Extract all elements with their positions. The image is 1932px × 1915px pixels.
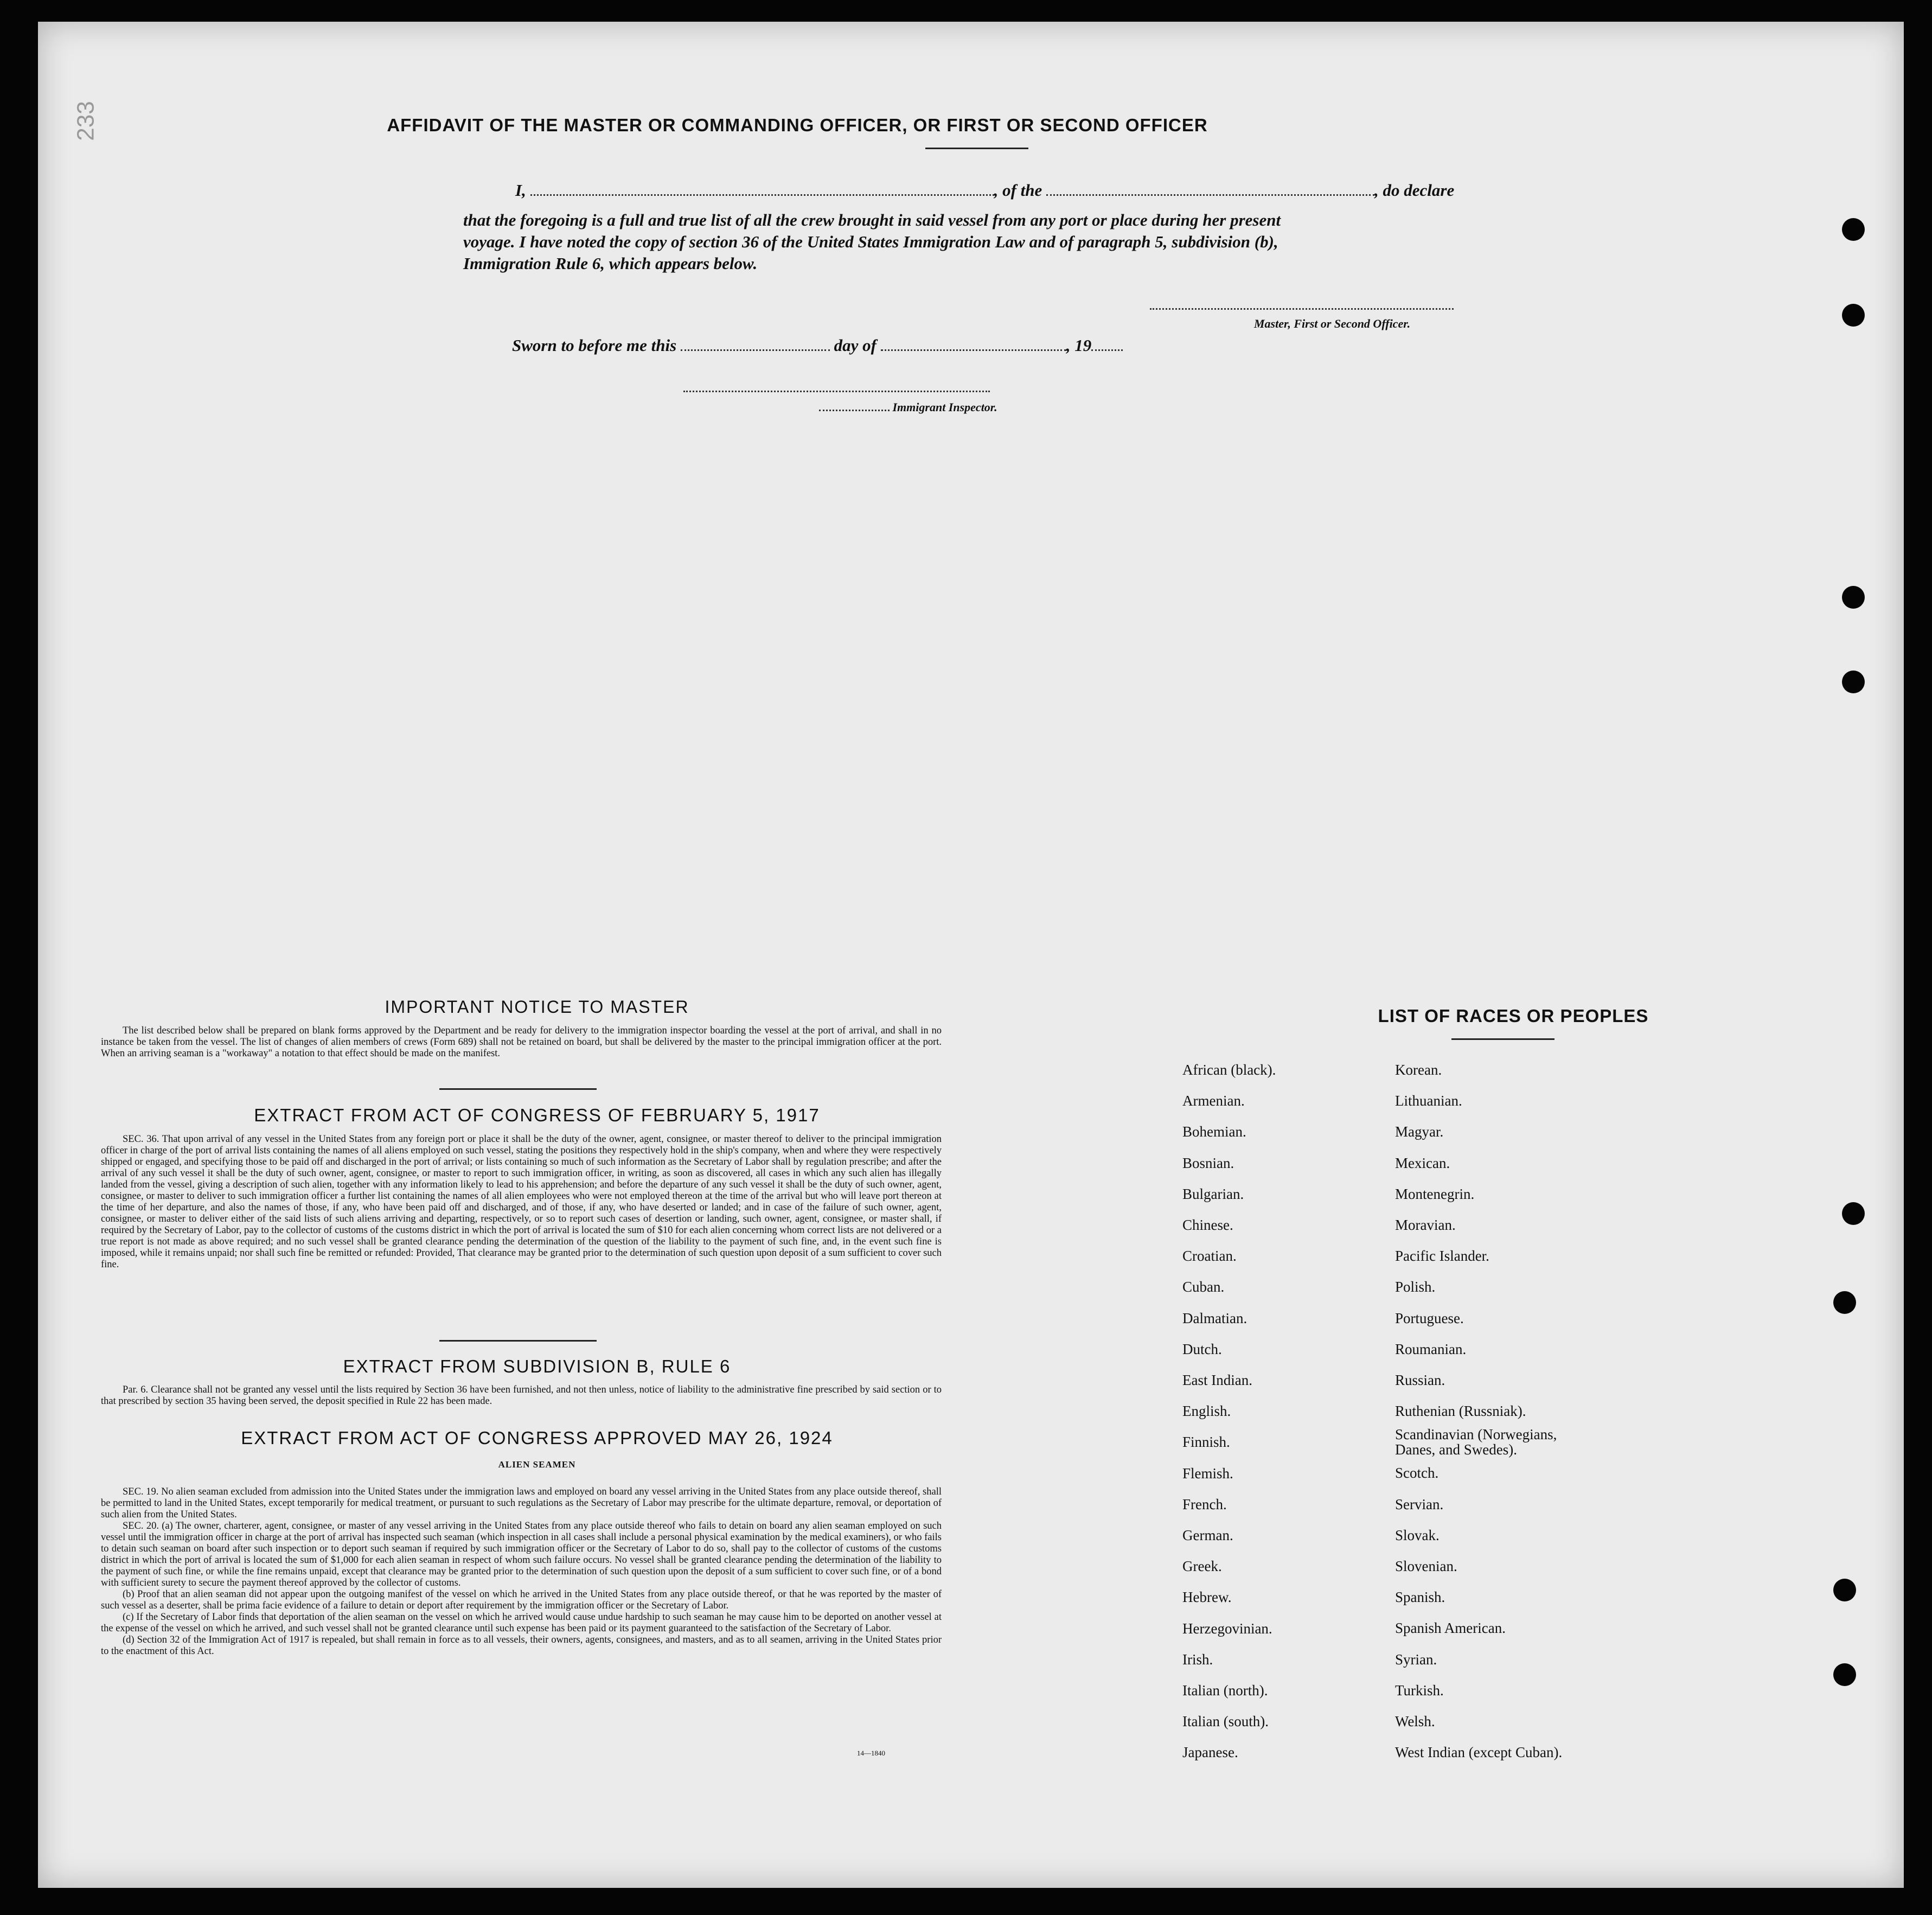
race-item: Portuguese. bbox=[1395, 1310, 1464, 1326]
sworn-line: Sworn to before me this day of , 19 bbox=[512, 335, 1123, 355]
races-title: LIST OF RACES OR PEOPLES bbox=[1378, 1006, 1649, 1026]
race-item: Irish. bbox=[1182, 1651, 1213, 1668]
race-item: Spanish American. bbox=[1395, 1620, 1506, 1637]
race-item: Greek. bbox=[1182, 1558, 1222, 1575]
punch-hole bbox=[1842, 218, 1865, 241]
race-item: Pacific Islander. bbox=[1395, 1248, 1489, 1265]
notice-text: The list described below shall be prepared on blank forms approved by the Department and be ready for delivery to the immigration inspector boarding the vessel at the port of arrival, and shall in no instance be taken from the vessel. The list of changes of alien members of crews (Form 689) shall not be retained on board, but shall be delivered by the master to the principal immigration officer at the port. When an arriving seaman is a "workaway" a notation to that effect should be made on the manifest. bbox=[101, 1025, 942, 1059]
punch-hole bbox=[1833, 1291, 1856, 1314]
subdivision-b-text: Par. 6. Clearance shall not be granted any vessel until the lists required by Section 36 have been furnished, and not then unless, notice of liability to the administrative fine prescribed by said section or to that prescribed by section 35 having been served, the deposit specified in Rule 22 has been made. bbox=[101, 1384, 942, 1407]
race-item: East Indian. bbox=[1182, 1372, 1252, 1389]
race-item: Turkish. bbox=[1395, 1682, 1444, 1699]
races-right-column bbox=[1395, 1055, 1590, 1768]
race-item: Russian. bbox=[1395, 1372, 1445, 1389]
race-item: Slovenian. bbox=[1395, 1558, 1457, 1575]
punch-hole bbox=[1842, 586, 1865, 609]
affidavit-title: AFFIDAVIT OF THE MASTER OR COMMANDING OFFICER, OR FIRST OR SECOND OFFICER bbox=[387, 115, 1208, 135]
races-left-column bbox=[1182, 1055, 1276, 1769]
affidavit-line-2: that the foregoing is a full and true list of all the crew brought in said vessel from any port or place during her present bbox=[463, 210, 1281, 229]
affidavit-line-4: Immigration Rule 6, which appears below. bbox=[463, 254, 758, 273]
race-item: Scandinavian (Norwegians, Danes, and Swedes). bbox=[1395, 1426, 1557, 1458]
race-item: Spanish. bbox=[1395, 1589, 1445, 1606]
race-item: Polish. bbox=[1395, 1279, 1436, 1295]
race-item: Bosnian. bbox=[1182, 1154, 1234, 1171]
race-item: West Indian (except Cuban). bbox=[1395, 1744, 1563, 1761]
punch-hole bbox=[1833, 1663, 1856, 1686]
race-item: Finnish. bbox=[1182, 1434, 1230, 1451]
race-item: Servian. bbox=[1395, 1496, 1444, 1512]
race-item: Slovak. bbox=[1395, 1527, 1440, 1543]
subdivision-b-title: EXTRACT FROM SUBDIVISION B, RULE 6 bbox=[343, 1356, 731, 1376]
race-item: Herzegovinian. bbox=[1182, 1620, 1272, 1637]
affidavit-line-3: voyage. I have noted the copy of section 36 of the United States Immigration Law and of paragraph 5, subdivision (b), bbox=[463, 232, 1278, 251]
race-item: Flemish. bbox=[1182, 1465, 1233, 1482]
race-item: Italian (south). bbox=[1182, 1713, 1269, 1730]
race-item: Syrian. bbox=[1395, 1651, 1437, 1668]
race-item: Bulgarian. bbox=[1182, 1185, 1244, 1202]
section-divider bbox=[439, 1088, 597, 1090]
title-divider bbox=[925, 148, 1028, 149]
race-item: Montenegrin. bbox=[1395, 1185, 1475, 1202]
race-item: Lithuanian. bbox=[1395, 1093, 1462, 1109]
race-item: African (black). bbox=[1182, 1062, 1276, 1078]
master-signature-line bbox=[1150, 308, 1454, 310]
race-item: Welsh. bbox=[1395, 1713, 1435, 1730]
form-number: 14—1840 bbox=[857, 1749, 885, 1757]
inspector-signature-label: Immigrant Inspector. bbox=[819, 400, 997, 414]
alien-seamen-subtitle: ALIEN SEAMEN bbox=[498, 1459, 576, 1470]
notice-title: IMPORTANT NOTICE TO MASTER bbox=[385, 997, 689, 1017]
race-item: Japanese. bbox=[1182, 1744, 1238, 1761]
race-item: Scotch. bbox=[1395, 1465, 1439, 1482]
race-item: Korean. bbox=[1395, 1062, 1442, 1078]
race-item: Bohemian. bbox=[1182, 1124, 1246, 1140]
race-item: Hebrew. bbox=[1182, 1589, 1232, 1606]
race-item: Cuban. bbox=[1182, 1279, 1225, 1295]
punch-hole bbox=[1842, 671, 1865, 693]
master-signature-label: Master, First or Second Officer. bbox=[1254, 317, 1411, 330]
extract-1917-text: SEC. 36. That upon arrival of any vessel in the United States from any foreign port or place it shall be the duty of the owner, agent, consignee, or master thereof to deliver to the principal immigration officer in charge of the port of arrival lists containing the names of all aliens employed on such vessel, stating the positions they respectively hold in the ship's company, when and where they were respectively shipped or engaged, and specifying those to be paid off and discharged in the port of arrival; or lists containing so much of such information as the Secretary of Labor shall by regulation prescribe; and after the arrival of any such vessel it shall be the duty of such owner, agent, consignee, or master to report to such immigration officer, in writing, as soon as discovered, all cases in which any such alien has illegally landed from the vessel, giving a description of such alien, together with any information likely to lead to his apprehension; and before the departure of any such vessel it shall be the duty of such owner, agent, consignee, or master to deliver to such immigration officer a further list containing the names of all alien employees who were not employed thereon at the time of the arrival but who will leave port thereon at the time of her departure, and also the names of those, if any, who have been paid off and discharged, and of those, if any, who have deserted or landed; and in case of the failure of such owner, agent, consignee, or master to deliver either of the said lists of such aliens arriving and departing, respectively, or so to report such cases of desertion or landing, such owner, agent, consignee, or master shall, if required by the Secretary of Labor, pay to the collector of customs of the customs district in which the port of arrival is located the sum of $10 for each alien concerning whom correct lists are not delivered or a true report is not made as above required; and no such vessel shall be granted clearance pending the determination of the question of the liability to the payment of such fine, and, in the event such fine is imposed, while it remains unpaid; nor shall such fine be remitted or refunded: Provided, That clearance may be granted prior to the determination of such question upon deposit of a sum sufficient to cover such fine. bbox=[101, 1134, 942, 1270]
race-item: Roumanian. bbox=[1395, 1340, 1467, 1357]
inspector-signature-line bbox=[683, 391, 990, 392]
document-page bbox=[38, 22, 1904, 1888]
race-item: English. bbox=[1182, 1403, 1231, 1420]
race-item: Dalmatian. bbox=[1182, 1310, 1248, 1326]
extract-1924-text: SEC. 19. No alien seaman excluded from admission into the United States under the immigration laws and employed on board any vessel arriving in the United States from any place outside thereof, shall be permitted to land in the United States, except temporarily for medical treatment, or pursuant to such regulations as the Secretary of Labor may prescribe for the ultimate departure, removal, or deportation of such alien from the United States. SEC. 20. (a) The owner, charterer, agent, consignee, or master of any vessel arriving in the United States from any place outside thereof who fails to detain on board any alien seaman employed on such vessel until the immigration officer in charge at the port of arrival has inspected such seaman (which inspection in all cases shall include a personal physical examination by the medical examiners), or who fails to detain such seaman on board after such inspection or to deport such seaman if required by such immigration officer or the Secretary of Labor to do so, shall pay to the collector of customs of the customs district in which the port of arrival is located the sum of $1,000 for each alien seaman in respect of whom such failure occurs. No vessel shall be granted clearance pending the determination of the liability to the payment of such fine, or while the fine remains unpaid, except that clearance may be granted prior to the determination of such question upon the deposit of a sum sufficient to cover such fine, or of a bond with sufficient surety to secure the payment thereof approved by the collector of customs. (b) Proof that an alien seaman did not appear upon the outgoing manifest of the vessel on which he arrived in the United States from any place outside thereof, or that he was reported by the master of such vessel as a deserter, shall be prima facie evidence of a failure to detain or deport after requirement by the immigration officer or the Secretary of Labor. (c) If the Secretary of Labor finds that deportation of the alien seaman on the vessel on which he arrived would cause undue hardship to such seaman he may cause him to be deported on another vessel at the expense of the vessel on which he arrived, and such vessel shall not be granted clearance until such expense has been paid or its payment guaranteed to the satisfaction of the Secretary of Labor. (d) Section 32 of the Immigration Act of 1917 is repealed, but shall remain in force as to all vessels, their owners, agents, consignees, and masters, and as to all seamen, arriving in the United States prior to the enactment of this Act. bbox=[101, 1486, 942, 1657]
race-item: French. bbox=[1182, 1496, 1227, 1512]
punch-hole bbox=[1833, 1579, 1856, 1601]
race-item: Armenian. bbox=[1182, 1093, 1245, 1109]
race-item: Ruthenian (Russniak). bbox=[1395, 1403, 1526, 1420]
race-item: Magyar. bbox=[1395, 1124, 1444, 1140]
race-item: German. bbox=[1182, 1527, 1233, 1544]
race-item: Dutch. bbox=[1182, 1340, 1222, 1357]
race-item: Moravian. bbox=[1395, 1217, 1456, 1234]
title-divider bbox=[1451, 1038, 1554, 1040]
race-item: Italian (north). bbox=[1182, 1682, 1268, 1699]
race-item: Mexican. bbox=[1395, 1154, 1450, 1171]
extract-1917-title: EXTRACT FROM ACT OF CONGRESS OF FEBRUARY 5, 1917 bbox=[254, 1105, 820, 1125]
punch-hole bbox=[1842, 304, 1865, 327]
race-item: Chinese. bbox=[1182, 1217, 1233, 1234]
section-divider bbox=[439, 1340, 597, 1342]
punch-hole bbox=[1842, 1202, 1865, 1225]
margin-page-number: 233 bbox=[72, 101, 99, 141]
extract-1924-title: EXTRACT FROM ACT OF CONGRESS APPROVED MAY 26, 1924 bbox=[241, 1428, 833, 1448]
race-item: Croatian. bbox=[1182, 1248, 1237, 1265]
affidavit-line-1: I, , of the , do declare bbox=[515, 181, 1455, 200]
